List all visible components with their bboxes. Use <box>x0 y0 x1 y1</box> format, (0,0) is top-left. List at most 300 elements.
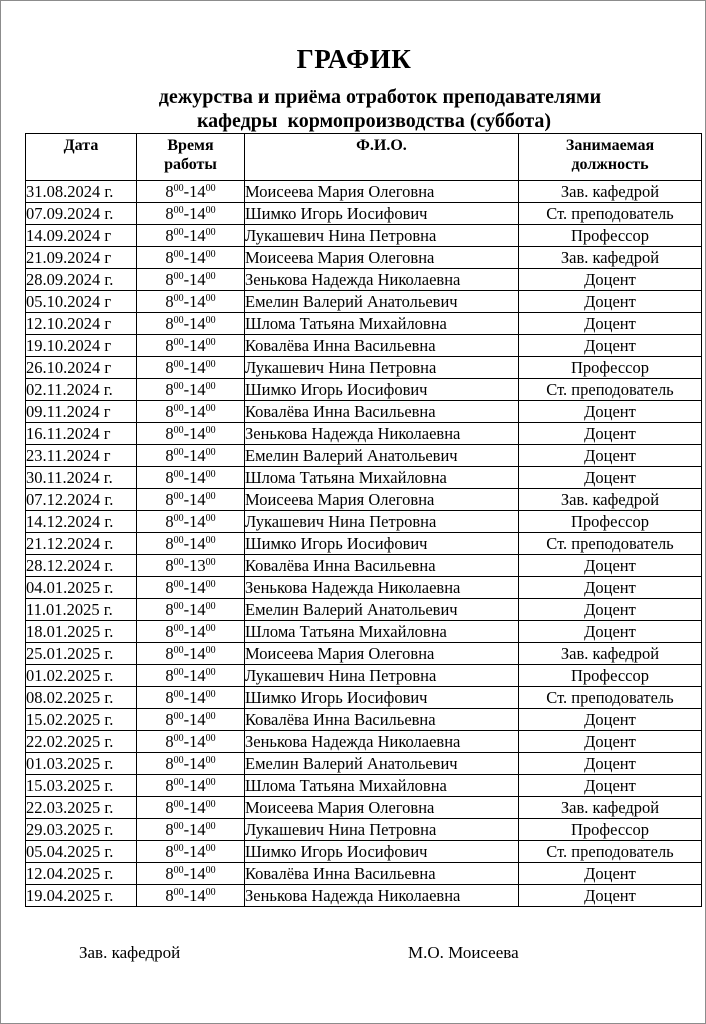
cell-time: $8^{00}-14^{00}$ <box>137 709 245 731</box>
time-start: 8 <box>165 380 174 399</box>
time-end-minutes: 00 <box>205 535 216 546</box>
cell-date: 28.12.2024 г. <box>26 555 137 577</box>
time-end-minutes: 00 <box>205 887 216 898</box>
time-start: 8 <box>165 204 174 223</box>
time-start-minutes: 00 <box>173 403 184 414</box>
time-start-minutes: 00 <box>173 249 184 260</box>
table-row <box>26 819 702 841</box>
time-end: 14 <box>189 468 206 487</box>
cell-time: $8^{00}-14^{00}$ <box>137 665 245 687</box>
header-position: Занимаемая должность <box>519 134 702 181</box>
time-end: 14 <box>189 490 206 509</box>
time-end-minutes: 00 <box>205 865 216 876</box>
time-end-minutes: 00 <box>205 249 216 260</box>
document-title: ГРАФИК <box>296 44 412 74</box>
cell-name: Шлома Татьяна Михайловна <box>245 775 519 797</box>
time-start-minutes: 00 <box>173 513 184 524</box>
time-end: 14 <box>189 182 206 201</box>
time-start-minutes: 00 <box>173 667 184 678</box>
time-end: 14 <box>189 424 206 443</box>
time-start: 8 <box>165 314 174 333</box>
cell-date: 23.11.2024 г <box>26 445 137 467</box>
time-start: 8 <box>165 666 174 685</box>
time-start: 8 <box>165 402 174 421</box>
time-start: 8 <box>165 754 174 773</box>
cell-name: Лукашевич Нина Петровна <box>245 819 519 841</box>
cell-name: Лукашевич Нина Петровна <box>245 511 519 533</box>
time-end: 14 <box>189 578 206 597</box>
table-row <box>26 643 702 665</box>
cell-name: Шимко Игорь Иосифович <box>245 687 519 709</box>
cell-time: $8^{00}-14^{00}$ <box>137 621 245 643</box>
time-end: 14 <box>189 292 206 311</box>
table-row <box>26 665 702 687</box>
time-start-minutes: 00 <box>173 601 184 612</box>
cell-time: $8^{00}-14^{00}$ <box>137 313 245 335</box>
cell-position: Профессор <box>519 819 702 841</box>
table-row <box>26 401 702 423</box>
time-end-minutes: 00 <box>205 227 216 238</box>
cell-time: $8^{00}-14^{00}$ <box>137 863 245 885</box>
cell-name: Зенькова Надежда Николаевна <box>245 269 519 291</box>
cell-name: Ковалёва Инна Васильевна <box>245 709 519 731</box>
time-end-minutes: 00 <box>205 491 216 502</box>
time-end-minutes: 00 <box>205 447 216 458</box>
time-end: 14 <box>189 644 206 663</box>
time-start: 8 <box>165 622 174 641</box>
cell-time: $8^{00}-14^{00}$ <box>137 731 245 753</box>
time-end: 14 <box>189 314 206 333</box>
table-row <box>26 863 702 885</box>
table-row <box>26 379 702 401</box>
cell-time: $8^{00}-14^{00}$ <box>137 775 245 797</box>
time-end-minutes: 00 <box>205 271 216 282</box>
cell-name: Зенькова Надежда Николаевна <box>245 577 519 599</box>
cell-time: $8^{00}-14^{00}$ <box>137 797 245 819</box>
table-row <box>26 841 702 863</box>
cell-position: Доцент <box>519 269 702 291</box>
cell-name: Емелин Валерий Анатольевич <box>245 753 519 775</box>
cell-time: $8^{00}-14^{00}$ <box>137 181 245 203</box>
cell-time: $8^{00}-14^{00}$ <box>137 753 245 775</box>
cell-position: Ст. преподователь <box>519 841 702 863</box>
cell-position: Профессор <box>519 665 702 687</box>
time-start: 8 <box>165 886 174 905</box>
cell-time: $8^{00}-14^{00}$ <box>137 467 245 489</box>
table-row <box>26 269 702 291</box>
cell-date: 19.04.2025 г. <box>26 885 137 907</box>
cell-name: Ковалёва Инна Васильевна <box>245 401 519 423</box>
time-start-minutes: 00 <box>173 491 184 502</box>
time-start: 8 <box>165 424 174 443</box>
table-row <box>26 357 702 379</box>
table-row <box>26 753 702 775</box>
time-end: 14 <box>189 270 206 289</box>
cell-position: Доцент <box>519 885 702 907</box>
time-end-minutes: 00 <box>205 601 216 612</box>
cell-position: Доцент <box>519 599 702 621</box>
cell-date: 14.12.2024 г. <box>26 511 137 533</box>
time-end: 14 <box>189 666 206 685</box>
time-start: 8 <box>165 710 174 729</box>
time-start-minutes: 00 <box>173 205 184 216</box>
table-row <box>26 731 702 753</box>
signature-role: Зав. кафедрой <box>79 943 181 962</box>
cell-date: 21.12.2024 г. <box>26 533 137 555</box>
time-end-minutes: 00 <box>205 315 216 326</box>
time-end: 14 <box>189 886 206 905</box>
cell-position: Доцент <box>519 467 702 489</box>
time-end-minutes: 00 <box>205 799 216 810</box>
cell-position: Доцент <box>519 577 702 599</box>
time-start: 8 <box>165 292 174 311</box>
cell-date: 18.01.2025 г. <box>26 621 137 643</box>
cell-name: Емелин Валерий Анатольевич <box>245 599 519 621</box>
table-row <box>26 335 702 357</box>
table-row <box>26 423 702 445</box>
cell-position: Доцент <box>519 775 702 797</box>
time-start: 8 <box>165 644 174 663</box>
time-start-minutes: 00 <box>173 315 184 326</box>
cell-position: Доцент <box>519 445 702 467</box>
time-end: 14 <box>189 864 206 883</box>
time-end-minutes: 00 <box>205 645 216 656</box>
cell-name: Шимко Игорь Иосифович <box>245 379 519 401</box>
table-row <box>26 621 702 643</box>
time-end: 13 <box>189 556 206 575</box>
time-end: 14 <box>189 776 206 795</box>
cell-date: 29.03.2025 г. <box>26 819 137 841</box>
cell-date: 28.09.2024 г. <box>26 269 137 291</box>
time-end: 14 <box>189 402 206 421</box>
cell-time: $8^{00}-14^{00}$ <box>137 335 245 357</box>
time-end-minutes: 00 <box>205 359 216 370</box>
time-end: 14 <box>189 710 206 729</box>
cell-name: Моисеева Мария Олеговна <box>245 181 519 203</box>
time-end-minutes: 00 <box>205 733 216 744</box>
cell-time: $8^{00}-14^{00}$ <box>137 599 245 621</box>
time-start-minutes: 00 <box>173 183 184 194</box>
time-start-minutes: 00 <box>173 733 184 744</box>
time-start: 8 <box>165 226 174 245</box>
time-start: 8 <box>165 798 174 817</box>
cell-time: $8^{00}-14^{00}$ <box>137 489 245 511</box>
table-row <box>26 797 702 819</box>
cell-date: 07.09.2024 г. <box>26 203 137 225</box>
cell-name: Моисеева Мария Олеговна <box>245 489 519 511</box>
cell-name: Ковалёва Инна Васильевна <box>245 863 519 885</box>
time-start-minutes: 00 <box>173 447 184 458</box>
time-end: 14 <box>189 380 206 399</box>
time-end-minutes: 00 <box>205 711 216 722</box>
time-end-minutes: 00 <box>205 205 216 216</box>
cell-date: 11.01.2025 г. <box>26 599 137 621</box>
cell-date: 04.01.2025 г. <box>26 577 137 599</box>
cell-time: $8^{00}-14^{00}$ <box>137 247 245 269</box>
table-row <box>26 291 702 313</box>
time-start-minutes: 00 <box>173 865 184 876</box>
cell-position: Ст. преподователь <box>519 379 702 401</box>
cell-name: Шимко Игорь Иосифович <box>245 203 519 225</box>
time-end-minutes: 00 <box>205 425 216 436</box>
cell-date: 21.09.2024 г <box>26 247 137 269</box>
time-start-minutes: 00 <box>173 381 184 392</box>
time-start: 8 <box>165 578 174 597</box>
cell-date: 14.09.2024 г <box>26 225 137 247</box>
table-row <box>26 885 702 907</box>
cell-position: Доцент <box>519 335 702 357</box>
cell-time: $8^{00}-14^{00}$ <box>137 379 245 401</box>
table-row <box>26 599 702 621</box>
cell-time: $8^{00}-14^{00}$ <box>137 357 245 379</box>
table-row <box>26 511 702 533</box>
time-start-minutes: 00 <box>173 293 184 304</box>
cell-position: Профессор <box>519 357 702 379</box>
cell-date: 22.02.2025 г. <box>26 731 137 753</box>
cell-position: Ст. преподователь <box>519 533 702 555</box>
time-end-minutes: 00 <box>205 513 216 524</box>
table-row <box>26 775 702 797</box>
cell-time: $8^{00}-14^{00}$ <box>137 511 245 533</box>
cell-time: $8^{00}-14^{00}$ <box>137 687 245 709</box>
cell-name: Лукашевич Нина Петровна <box>245 225 519 247</box>
time-end: 14 <box>189 732 206 751</box>
document-subtitle-line1: дежурства и приёма отработок преподавателями <box>158 86 602 108</box>
cell-position: Доцент <box>519 291 702 313</box>
time-start-minutes: 00 <box>173 887 184 898</box>
time-start-minutes: 00 <box>173 777 184 788</box>
time-end-minutes: 00 <box>205 843 216 854</box>
cell-date: 19.10.2024 г <box>26 335 137 357</box>
time-start-minutes: 00 <box>173 469 184 480</box>
time-start: 8 <box>165 490 174 509</box>
time-start: 8 <box>165 842 174 861</box>
cell-name: Зенькова Надежда Николаевна <box>245 423 519 445</box>
table-row <box>26 533 702 555</box>
cell-position: Доцент <box>519 313 702 335</box>
header-name: Ф.И.О. <box>245 134 519 181</box>
cell-name: Ковалёва Инна Васильевна <box>245 335 519 357</box>
cell-date: 08.02.2025 г. <box>26 687 137 709</box>
cell-position: Зав. кафедрой <box>519 643 702 665</box>
cell-date: 15.03.2025 г. <box>26 775 137 797</box>
time-start-minutes: 00 <box>173 711 184 722</box>
time-start-minutes: 00 <box>173 557 184 568</box>
cell-name: Моисеева Мария Олеговна <box>245 797 519 819</box>
time-end: 14 <box>189 622 206 641</box>
cell-position: Доцент <box>519 621 702 643</box>
time-start: 8 <box>165 182 174 201</box>
time-end-minutes: 00 <box>205 777 216 788</box>
time-end: 14 <box>189 446 206 465</box>
cell-name: Зенькова Надежда Николаевна <box>245 731 519 753</box>
cell-position: Доцент <box>519 401 702 423</box>
table-row <box>26 445 702 467</box>
cell-position: Профессор <box>519 225 702 247</box>
time-end: 14 <box>189 600 206 619</box>
time-start-minutes: 00 <box>173 799 184 810</box>
cell-name: Шлома Татьяна Михайловна <box>245 467 519 489</box>
cell-position: Ст. преподователь <box>519 203 702 225</box>
cell-time: $8^{00}-14^{00}$ <box>137 269 245 291</box>
time-end: 14 <box>189 798 206 817</box>
table-row <box>26 467 702 489</box>
time-start-minutes: 00 <box>173 579 184 590</box>
cell-name: Зенькова Надежда Николаевна <box>245 885 519 907</box>
time-end-minutes: 00 <box>205 579 216 590</box>
schedule-table <box>25 133 702 907</box>
time-end-minutes: 00 <box>205 381 216 392</box>
time-start-minutes: 00 <box>173 689 184 700</box>
cell-date: 15.02.2025 г. <box>26 709 137 731</box>
table-header-row <box>26 134 702 181</box>
cell-time: $8^{00}-14^{00}$ <box>137 291 245 313</box>
time-start-minutes: 00 <box>173 271 184 282</box>
cell-position: Доцент <box>519 423 702 445</box>
time-start: 8 <box>165 732 174 751</box>
cell-position: Доцент <box>519 709 702 731</box>
cell-position: Зав. кафедрой <box>519 247 702 269</box>
cell-position: Ст. преподователь <box>519 687 702 709</box>
time-end-minutes: 00 <box>205 623 216 634</box>
header-time: Время работы <box>137 134 245 181</box>
cell-date: 01.02.2025 г. <box>26 665 137 687</box>
time-end: 14 <box>189 226 206 245</box>
time-start: 8 <box>165 270 174 289</box>
cell-date: 26.10.2024 г <box>26 357 137 379</box>
cell-position: Профессор <box>519 511 702 533</box>
time-start-minutes: 00 <box>173 227 184 238</box>
time-end-minutes: 00 <box>205 403 216 414</box>
document-subtitle-line2: кафедры кормопроизводства (суббота) <box>196 110 552 132</box>
cell-time: $8^{00}-14^{00}$ <box>137 885 245 907</box>
time-start-minutes: 00 <box>173 755 184 766</box>
time-start: 8 <box>165 820 174 839</box>
time-start: 8 <box>165 248 174 267</box>
table-row <box>26 577 702 599</box>
cell-date: 01.03.2025 г. <box>26 753 137 775</box>
cell-date: 30.11.2024 г. <box>26 467 137 489</box>
table-row <box>26 709 702 731</box>
cell-name: Емелин Валерий Анатольевич <box>245 445 519 467</box>
cell-time: $8^{00}-14^{00}$ <box>137 533 245 555</box>
time-start: 8 <box>165 358 174 377</box>
cell-date: 02.11.2024 г. <box>26 379 137 401</box>
time-end-minutes: 00 <box>205 183 216 194</box>
time-start: 8 <box>165 864 174 883</box>
time-start-minutes: 00 <box>173 337 184 348</box>
cell-date: 12.04.2025 г. <box>26 863 137 885</box>
time-start: 8 <box>165 446 174 465</box>
cell-name: Моисеева Мария Олеговна <box>245 247 519 269</box>
time-start: 8 <box>165 534 174 553</box>
cell-date: 09.11.2024 г <box>26 401 137 423</box>
time-end: 14 <box>189 358 206 377</box>
cell-date: 16.11.2024 г <box>26 423 137 445</box>
time-start-minutes: 00 <box>173 645 184 656</box>
time-end: 14 <box>189 512 206 531</box>
time-start: 8 <box>165 600 174 619</box>
time-start-minutes: 00 <box>173 425 184 436</box>
cell-time: $8^{00}-14^{00}$ <box>137 841 245 863</box>
table-row <box>26 181 702 203</box>
time-end-minutes: 00 <box>205 469 216 480</box>
cell-time: $8^{00}-14^{00}$ <box>137 445 245 467</box>
time-end-minutes: 00 <box>205 755 216 766</box>
cell-date: 07.12.2024 г. <box>26 489 137 511</box>
time-end: 14 <box>189 754 206 773</box>
cell-date: 05.04.2025 г. <box>26 841 137 863</box>
cell-name: Шлома Татьяна Михайловна <box>245 621 519 643</box>
cell-position: Доцент <box>519 555 702 577</box>
table-row <box>26 555 702 577</box>
time-end-minutes: 00 <box>205 337 216 348</box>
time-start-minutes: 00 <box>173 821 184 832</box>
time-end: 14 <box>189 336 206 355</box>
time-end: 14 <box>189 688 206 707</box>
time-start: 8 <box>165 688 174 707</box>
cell-position: Зав. кафедрой <box>519 489 702 511</box>
cell-name: Емелин Валерий Анатольевич <box>245 291 519 313</box>
time-end-minutes: 00 <box>205 293 216 304</box>
cell-time: $8^{00}-13^{00}$ <box>137 555 245 577</box>
time-start-minutes: 00 <box>173 623 184 634</box>
cell-date: 05.10.2024 г <box>26 291 137 313</box>
table-row <box>26 313 702 335</box>
cell-date: 22.03.2025 г. <box>26 797 137 819</box>
cell-time: $8^{00}-14^{00}$ <box>137 423 245 445</box>
table-row <box>26 225 702 247</box>
cell-time: $8^{00}-14^{00}$ <box>137 225 245 247</box>
time-start-minutes: 00 <box>173 535 184 546</box>
cell-position: Доцент <box>519 753 702 775</box>
table-row <box>26 247 702 269</box>
cell-name: Шимко Игорь Иосифович <box>245 841 519 863</box>
time-start-minutes: 00 <box>173 359 184 370</box>
cell-time: $8^{00}-14^{00}$ <box>137 401 245 423</box>
cell-position: Зав. кафедрой <box>519 181 702 203</box>
header-date: Дата <box>26 134 137 181</box>
time-end: 14 <box>189 842 206 861</box>
cell-date: 31.08.2024 г. <box>26 181 137 203</box>
time-end-minutes: 00 <box>205 557 216 568</box>
time-end-minutes: 00 <box>205 821 216 832</box>
cell-name: Лукашевич Нина Петровна <box>245 665 519 687</box>
time-start: 8 <box>165 556 174 575</box>
time-end: 14 <box>189 248 206 267</box>
cell-position: Доцент <box>519 863 702 885</box>
time-start: 8 <box>165 468 174 487</box>
cell-time: $8^{00}-14^{00}$ <box>137 577 245 599</box>
time-start: 8 <box>165 776 174 795</box>
time-start-minutes: 00 <box>173 843 184 854</box>
time-end: 14 <box>189 820 206 839</box>
time-end: 14 <box>189 204 206 223</box>
cell-name: Моисеева Мария Олеговна <box>245 643 519 665</box>
cell-name: Лукашевич Нина Петровна <box>245 357 519 379</box>
time-end-minutes: 00 <box>205 689 216 700</box>
cell-position: Зав. кафедрой <box>519 797 702 819</box>
cell-time: $8^{00}-14^{00}$ <box>137 643 245 665</box>
cell-date: 12.10.2024 г <box>26 313 137 335</box>
signature-name: М.О. Моисеева <box>408 943 519 962</box>
table-row <box>26 687 702 709</box>
cell-time: $8^{00}-14^{00}$ <box>137 819 245 841</box>
cell-name: Ковалёва Инна Васильевна <box>245 555 519 577</box>
table-row <box>26 203 702 225</box>
time-end: 14 <box>189 534 206 553</box>
cell-name: Шимко Игорь Иосифович <box>245 533 519 555</box>
